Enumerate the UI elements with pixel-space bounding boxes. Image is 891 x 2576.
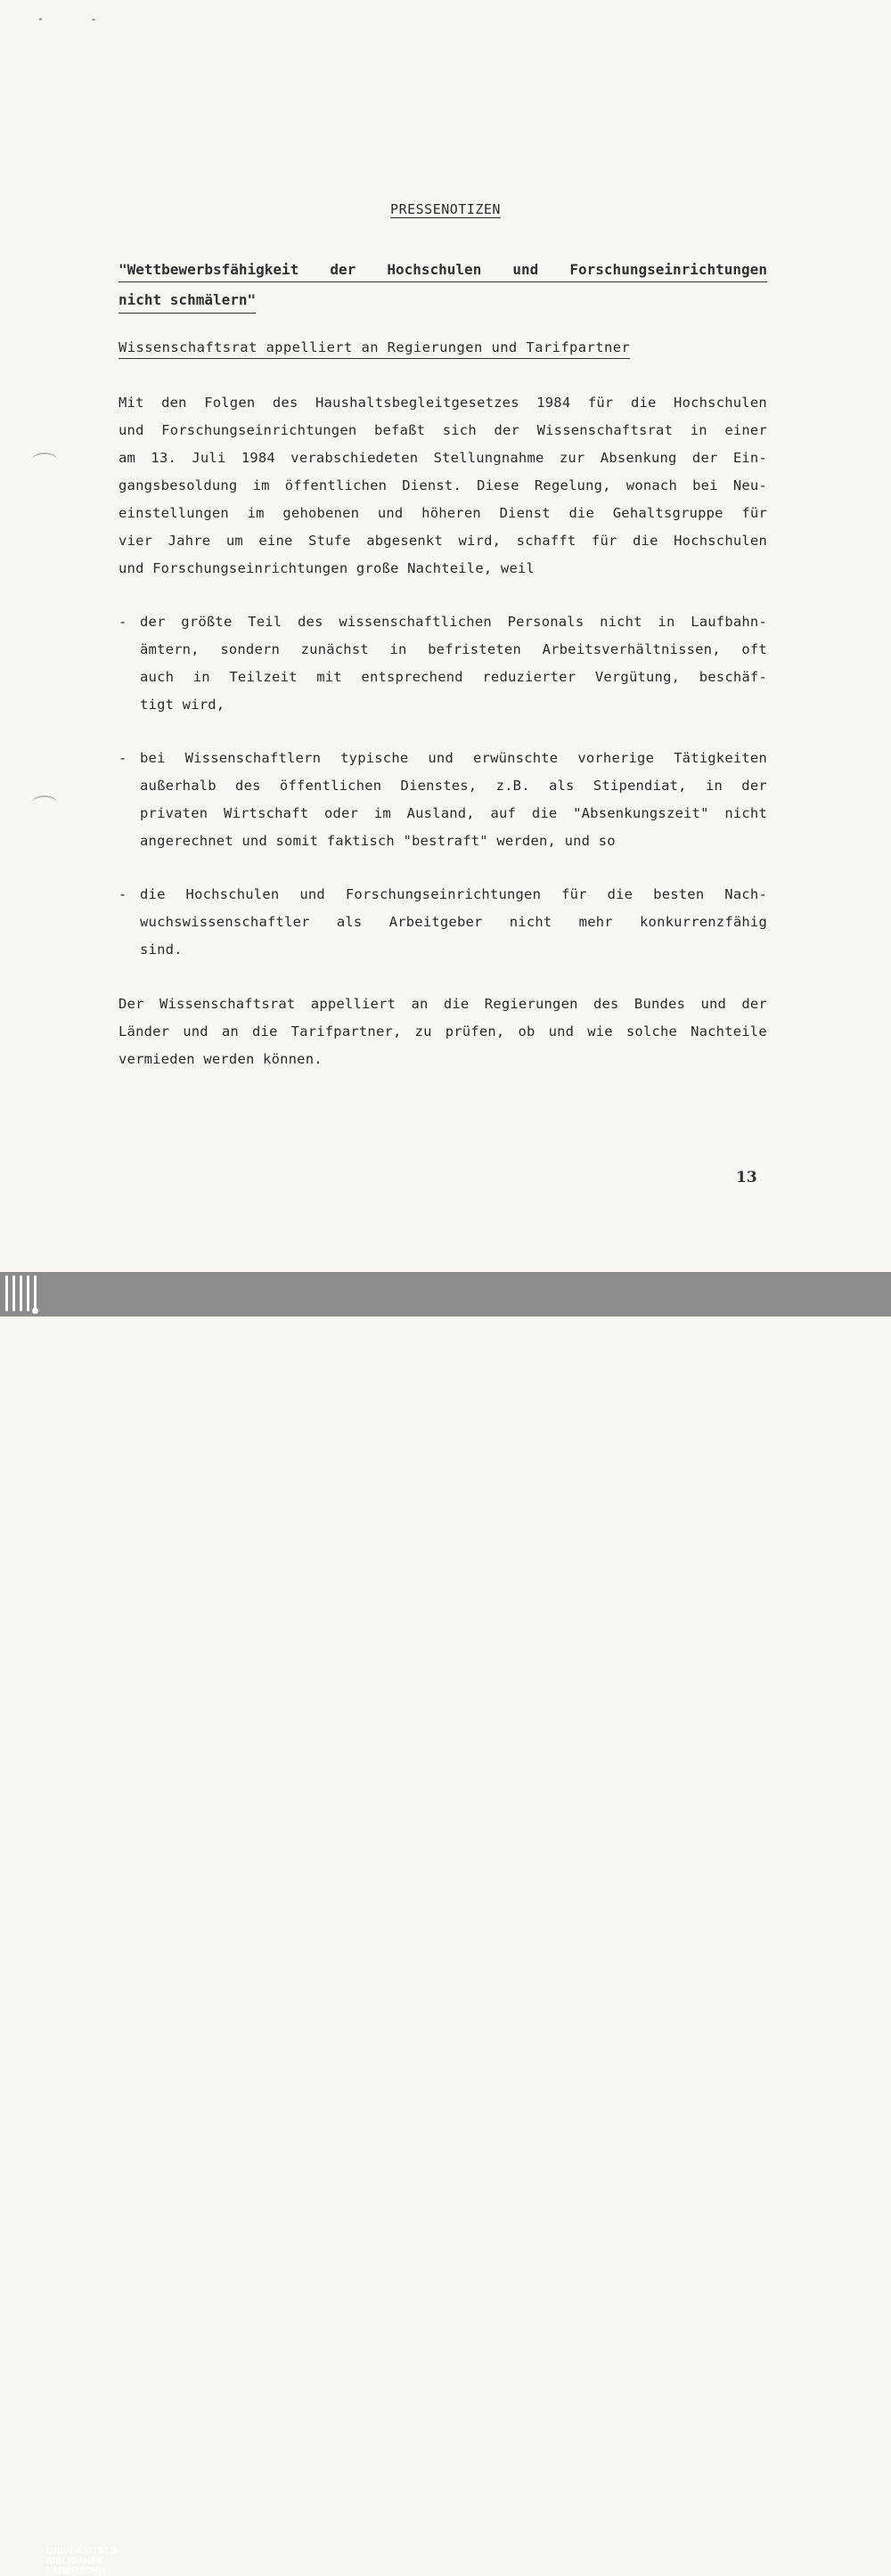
- bullet-item: [119, 881, 767, 964]
- article-title: [119, 255, 767, 315]
- bullet-text: [140, 745, 767, 855]
- bullet-dash: -: [119, 886, 127, 902]
- bullet-item: [119, 608, 767, 719]
- bullet-text: [140, 881, 767, 964]
- library-logo-line: PADERBORN: [46, 2566, 107, 2576]
- article-title-word: Forschungseinrichtungen: [569, 261, 767, 278]
- text-line: außerhalb des öffentlichen Dienstes, z.B. als Stipendiat, in der: [140, 778, 767, 794]
- scan-speck: [39, 18, 42, 20]
- article-subtitle: Wissenschaftsrat appelliert an Regierungen und Tarifpartner: [119, 337, 630, 359]
- text-line: wuchswissenschaftler als Arbeitgeber nicht mehr konkurrenzfähig: [140, 914, 767, 930]
- article-title-word: der: [330, 261, 356, 278]
- closing-paragraph: [119, 990, 767, 1073]
- section-heading-text: PRESSENOTIZEN: [390, 201, 501, 217]
- text-line: auch in Teilzeit mit entsprechend reduzierter Vergütung, beschäf-: [140, 669, 767, 685]
- library-logo-line: BIBLIOTHEK: [46, 2556, 103, 2566]
- article-title-word: "Wettbewerbsfähigkeit: [119, 261, 299, 278]
- text-line: einstellungen im gehobenen und höheren Dienst die Gehaltsgruppe für: [119, 505, 767, 521]
- text-line: tigt wird,: [140, 697, 225, 713]
- text-line: am 13. Juli 1984 verabschiedeten Stellungnahme zur Absenkung der Ein-: [119, 450, 767, 466]
- text-line: ämtern, sondern zunächst in befristeten Arbeitsverhältnissen, oft: [140, 641, 767, 657]
- punch-hole-mark: [32, 795, 57, 810]
- text-line: angerechnet und somit faktisch "bestraft" werden, und so: [140, 833, 616, 849]
- library-logo-dot: [32, 1308, 38, 1314]
- page-number: 13: [736, 1169, 757, 1186]
- article-title-word: Hochschulen: [387, 261, 482, 278]
- text-line: gangsbesoldung im öffentlichen Dienst. Diese Regelung, wonach bei Neu-: [119, 477, 767, 493]
- text-line: vermieden werden können.: [119, 1051, 323, 1067]
- text-line: sind.: [140, 942, 183, 958]
- text-line: Mit den Folgen des Haushaltsbegleitgesetzes 1984 für die Hochschulen: [119, 395, 767, 411]
- text-line: und Forschungseinrichtungen große Nachteile, weil: [119, 560, 535, 576]
- article-title-word: und: [512, 261, 539, 278]
- library-barcode-logo: [5, 1276, 37, 1313]
- text-line: bei Wissenschaftlern typische und erwünschte vorherige Tätigkeiten: [140, 750, 767, 766]
- text-line: Der Wissenschaftsrat appelliert an die Regierungen des Bundes und der: [119, 996, 767, 1012]
- document-page: [0, 0, 891, 1272]
- text-line: die Hochschulen und Forschungseinrichtungen für die besten Nach-: [140, 886, 767, 902]
- text-line: und Forschungseinrichtungen befaßt sich der Wissenschaftsrat in einer: [119, 422, 767, 438]
- text-line: der größte Teil des wissenschaftlichen Personals nicht in Laufbahn-: [140, 614, 767, 630]
- text-line: Länder und an die Tarifpartner, zu prüfen, ob und wie solche Nachteile: [119, 1023, 767, 1039]
- article-title-line-2: nicht schmälern": [119, 288, 256, 314]
- bullet-dash: -: [119, 614, 127, 630]
- library-logo-text: [46, 2547, 120, 2576]
- article-title-line-1: [119, 255, 767, 282]
- bullet-item: [119, 745, 767, 855]
- punch-hole-mark: [32, 452, 57, 467]
- section-heading: [0, 201, 891, 217]
- text-line: vier Jahre um eine Stufe abgesenkt wird, schafft für die Hochschulen: [119, 533, 767, 549]
- text-line: privaten Wirtschaft oder im Ausland, auf die "Absenkungszeit" nicht: [140, 805, 767, 821]
- library-footer: [0, 1272, 891, 2576]
- bullet-dash: -: [119, 750, 127, 766]
- intro-paragraph: [119, 389, 767, 583]
- library-logo-line: UNIVERSITÄTS-: [46, 2547, 120, 2556]
- bullet-text: [140, 608, 767, 719]
- scan-speck: [92, 19, 95, 20]
